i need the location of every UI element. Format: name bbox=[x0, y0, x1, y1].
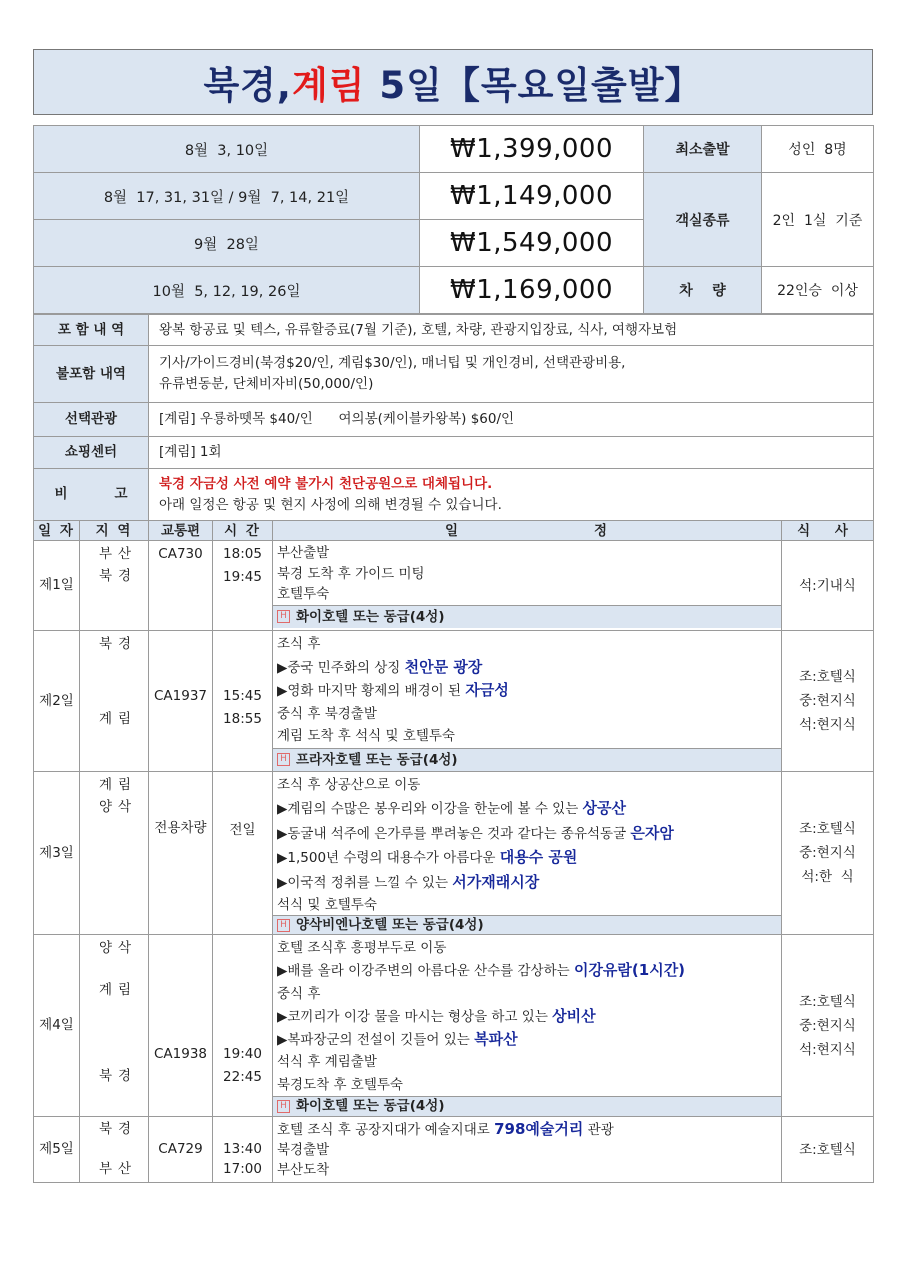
schedule-line bbox=[277, 797, 777, 822]
hotel-bar bbox=[273, 605, 781, 628]
itinerary-table bbox=[33, 520, 874, 1183]
time-cell bbox=[213, 1117, 273, 1183]
schedule-text: ▶복파장군의 전설이 깃들어 있는 bbox=[277, 1032, 475, 1049]
region-cell bbox=[80, 541, 149, 631]
flight-code bbox=[149, 631, 213, 772]
schedule-text: ▶배를 올라 이강주변의 아름다운 산수를 감상하는 bbox=[277, 963, 574, 980]
attraction-highlight: 상비산 bbox=[552, 1006, 596, 1025]
region: 북경 bbox=[98, 636, 138, 652]
price-row bbox=[34, 267, 874, 314]
optional-tour-label: 선택관광 bbox=[34, 403, 149, 437]
attraction-highlight: 798예술거리 bbox=[494, 1120, 584, 1139]
schedule-cell bbox=[273, 935, 782, 1117]
shopping-label: 쇼핑센터 bbox=[34, 437, 149, 469]
price-row bbox=[34, 126, 874, 173]
time-cell bbox=[213, 771, 273, 935]
schedule-line bbox=[277, 1119, 777, 1140]
excluded-text bbox=[149, 346, 874, 403]
transport-cell bbox=[149, 771, 213, 935]
itinerary-row-day3 bbox=[34, 771, 874, 935]
itinerary-row-day5 bbox=[34, 1117, 874, 1183]
schedule-cell bbox=[273, 541, 782, 631]
hotel-h-icon: H bbox=[277, 1100, 290, 1113]
schedule-text: ▶1,500년 수령의 대용수가 아름다운 bbox=[277, 850, 500, 866]
title-suffix: 5일【목요일출발】 bbox=[365, 64, 703, 107]
min-departure-label: 최소출발 bbox=[644, 126, 762, 173]
price-table bbox=[33, 125, 874, 314]
itinerary-row-day2 bbox=[34, 631, 874, 772]
schedule-line bbox=[277, 846, 777, 871]
schedule-line: 계림 도착 후 석식 및 호텔투숙 bbox=[277, 728, 455, 744]
meal: 석:현지식 bbox=[799, 1041, 856, 1058]
itinerary-row-day1 bbox=[34, 541, 874, 631]
meal: 석:한 식 bbox=[801, 868, 854, 885]
region: 부산 bbox=[98, 546, 138, 562]
meal-cell bbox=[782, 541, 874, 631]
schedule-text: ▶영화 마지막 황제의 배경이 된 bbox=[277, 683, 466, 699]
hotel-name: 화이호텔 또는 동급(4성) bbox=[296, 608, 445, 625]
attraction-highlight: 자금성 bbox=[465, 681, 509, 699]
region: 양삭 bbox=[98, 940, 138, 956]
region: 북경 bbox=[98, 1068, 138, 1084]
vehicle-label: 차 량 bbox=[644, 267, 762, 314]
schedule-line bbox=[277, 679, 777, 703]
header-region: 지 역 bbox=[80, 521, 149, 541]
time: 15:45 bbox=[223, 688, 262, 704]
time: 전일 bbox=[229, 821, 256, 838]
hotel-bar bbox=[273, 915, 781, 934]
note-text bbox=[149, 469, 874, 521]
meal: 조:호텔식 bbox=[799, 1141, 856, 1158]
tour-price: ₩1,149,000 bbox=[420, 173, 644, 220]
page-title bbox=[33, 49, 873, 115]
region: 북경 bbox=[98, 568, 138, 584]
attraction-highlight: 이강유람(1시간) bbox=[573, 961, 686, 980]
attraction-highlight: 서가재래시장 bbox=[452, 872, 540, 891]
schedule-line bbox=[277, 959, 777, 982]
departure-dates: 8월 3, 10일 bbox=[34, 126, 420, 173]
schedule-line bbox=[277, 1028, 777, 1051]
meal-cell bbox=[782, 935, 874, 1117]
flight: CA1938 bbox=[153, 1046, 208, 1062]
schedule-text: ▶중국 민주화의 상징 bbox=[277, 659, 405, 676]
excluded-line: 기사/가이드경비(북경$20/인, 계림$30/인), 매너팁 및 개인경비, 선택관광비용, bbox=[159, 355, 626, 371]
room-type-value: 2인 1실 기준 bbox=[762, 173, 874, 267]
title-accent: 계림 bbox=[291, 64, 366, 107]
day-label: 제1일 bbox=[34, 541, 80, 631]
meal-cell bbox=[782, 1117, 874, 1183]
attraction-highlight: 은자암 bbox=[630, 823, 674, 842]
schedule-line: 석식 및 호텔투숙 bbox=[277, 897, 377, 913]
time: 22:45 bbox=[223, 1068, 262, 1085]
time-cell bbox=[213, 541, 273, 631]
schedule-line: 부산출발 bbox=[277, 545, 330, 561]
included-label: 포 함 내 역 bbox=[34, 315, 149, 346]
time: 18:05 bbox=[223, 546, 262, 562]
hotel-bar bbox=[273, 748, 781, 771]
header-day: 일 자 bbox=[34, 521, 80, 541]
region: 부산 bbox=[98, 1161, 138, 1178]
note-line: 아래 일정은 항공 및 현지 사정에 의해 변경될 수 있습니다. bbox=[159, 496, 502, 513]
day-label: 제2일 bbox=[34, 631, 80, 772]
hotel-h-icon: H bbox=[277, 753, 290, 766]
hotel-name: 양삭비엔나호텔 또는 동급(4성) bbox=[296, 917, 484, 933]
min-departure-value: 성인 8명 bbox=[762, 126, 874, 173]
header-schedule: 일 정 bbox=[273, 521, 782, 541]
transport: 전용차량 bbox=[154, 819, 207, 836]
region: 북경 bbox=[98, 1121, 138, 1138]
time: 17:00 bbox=[223, 1161, 262, 1178]
schedule-line: 조식 후 bbox=[277, 636, 321, 652]
time: 18:55 bbox=[223, 710, 262, 727]
attraction-highlight: 상공산 bbox=[582, 799, 627, 817]
departure-dates: 8월 17, 31, 31일 / 9월 7, 14, 21일 bbox=[34, 173, 420, 220]
day-label: 제4일 bbox=[34, 935, 80, 1117]
hotel-bar bbox=[273, 1096, 781, 1116]
region-cell bbox=[80, 935, 149, 1117]
schedule-text: ▶계림의 수많은 봉우리와 이강을 한눈에 볼 수 있는 bbox=[277, 801, 583, 817]
meal: 중:현지식 bbox=[799, 692, 856, 709]
header-time: 시 간 bbox=[213, 521, 273, 541]
schedule-line: 석식 후 계림출발 bbox=[277, 1054, 377, 1071]
note-label: 비 고 bbox=[34, 469, 149, 521]
shopping-text: [계림] 1회 bbox=[149, 437, 874, 469]
hotel-name: 화이호텔 또는 동급(4성) bbox=[296, 1098, 445, 1115]
meal: 조:호텔식 bbox=[799, 993, 856, 1010]
meal: 중:현지식 bbox=[799, 844, 856, 861]
schedule-line: 중식 후 북경출발 bbox=[277, 705, 377, 722]
region-cell bbox=[80, 1117, 149, 1183]
time: 19:40 bbox=[223, 1046, 262, 1062]
flight-code bbox=[149, 1117, 213, 1183]
schedule-line: 호텔투숙 bbox=[277, 586, 330, 602]
region: 계림 bbox=[98, 982, 138, 998]
schedule-line bbox=[277, 822, 777, 847]
schedule-text: ▶동굴내 석주에 은가루를 뿌려놓은 것과 같다는 종유석동굴 bbox=[277, 825, 631, 842]
schedule-text: 관광 bbox=[583, 1122, 614, 1139]
region: 계림 bbox=[98, 776, 138, 793]
attraction-highlight: 천안문 광장 bbox=[404, 657, 483, 676]
hotel-h-icon: H bbox=[277, 610, 290, 623]
tour-price: ₩1,169,000 bbox=[420, 267, 644, 314]
itinerary-row-day4 bbox=[34, 935, 874, 1117]
included-text: 왕복 항공료 및 텍스, 유류할증료(7월 기준), 호텔, 차량, 관광지입장료, 식사, 여행자보험 bbox=[149, 315, 874, 346]
schedule-cell bbox=[273, 771, 782, 935]
attraction-highlight: 대용수 공원 bbox=[499, 848, 578, 866]
schedule-line bbox=[277, 656, 777, 680]
time: 13:40 bbox=[223, 1141, 262, 1158]
info-table bbox=[33, 314, 874, 521]
departure-dates: 10월 5, 12, 19, 26일 bbox=[34, 267, 420, 314]
flight-code: CA730 bbox=[149, 541, 213, 631]
meal: 석:현지식 bbox=[799, 716, 856, 733]
schedule-cell bbox=[273, 1117, 782, 1183]
meal-cell bbox=[782, 631, 874, 772]
schedule-text: 호텔 조식 후 공장지대가 예술지대로 bbox=[277, 1122, 495, 1139]
flight: CA1937 bbox=[153, 688, 208, 704]
time: 19:45 bbox=[223, 568, 262, 585]
schedule-line: 조식 후 상공산으로 이동 bbox=[277, 776, 421, 793]
hotel-name: 프라자호텔 또는 동급(4성) bbox=[296, 751, 458, 768]
header-transport: 교통편 bbox=[149, 521, 213, 541]
flight-code bbox=[149, 935, 213, 1117]
schedule-line: 북경도착 후 호텔투숙 bbox=[277, 1076, 403, 1093]
schedule-line bbox=[277, 871, 777, 896]
tour-price: ₩1,399,000 bbox=[420, 126, 644, 173]
excluded-line: 유류변동분, 단체비자비(50,000/인) bbox=[159, 376, 374, 392]
tour-price: ₩1,549,000 bbox=[420, 220, 644, 267]
schedule-line: 북경 도착 후 가이드 미팅 bbox=[277, 565, 425, 582]
title-main: 북경, bbox=[203, 64, 292, 107]
header-meals: 식 사 bbox=[782, 521, 874, 541]
schedule-line bbox=[277, 1005, 777, 1028]
time-cell bbox=[213, 935, 273, 1117]
meal: 중:현지식 bbox=[799, 1017, 856, 1034]
day-label: 제5일 bbox=[34, 1117, 80, 1183]
optional-tour-text: [계림] 우룡하뗏목 $40/인 여의봉(케이블카왕복) $60/인 bbox=[149, 403, 874, 437]
region-cell bbox=[80, 631, 149, 772]
room-type-label: 객실종류 bbox=[644, 173, 762, 267]
schedule-text: ▶이국적 정취를 느낄 수 있는 bbox=[277, 874, 453, 891]
schedule-line: 호텔 조식후 흥평부두로 이동 bbox=[277, 940, 447, 956]
meal: 조:호텔식 bbox=[799, 820, 856, 837]
vehicle-value: 22인승 이상 bbox=[762, 267, 874, 314]
note-warning: 북경 자금성 사전 예약 불가시 천단공원으로 대체됩니다. bbox=[159, 475, 493, 492]
region: 계림 bbox=[98, 710, 138, 727]
schedule-cell bbox=[273, 631, 782, 772]
schedule-line: 부산도착 bbox=[277, 1162, 330, 1179]
meal: 조:호텔식 bbox=[799, 668, 856, 685]
meal-cell bbox=[782, 771, 874, 935]
excluded-label: 불포함 내역 bbox=[34, 346, 149, 403]
schedule-line: 북경출발 bbox=[277, 1142, 330, 1159]
attraction-highlight: 복파산 bbox=[474, 1030, 518, 1049]
time-cell bbox=[213, 631, 273, 772]
day-label: 제3일 bbox=[34, 771, 80, 935]
meal: 석:기내식 bbox=[799, 577, 856, 594]
schedule-line: 중식 후 bbox=[277, 985, 321, 1002]
price-row bbox=[34, 173, 874, 220]
itinerary-header bbox=[34, 521, 874, 541]
departure-dates: 9월 28일 bbox=[34, 220, 420, 267]
flight: CA729 bbox=[158, 1141, 203, 1158]
schedule-text: ▶코끼리가 이강 물을 마시는 형상을 하고 있는 bbox=[277, 1008, 553, 1025]
region: 양삭 bbox=[98, 799, 138, 815]
region-cell bbox=[80, 771, 149, 935]
hotel-h-icon: H bbox=[277, 919, 290, 932]
